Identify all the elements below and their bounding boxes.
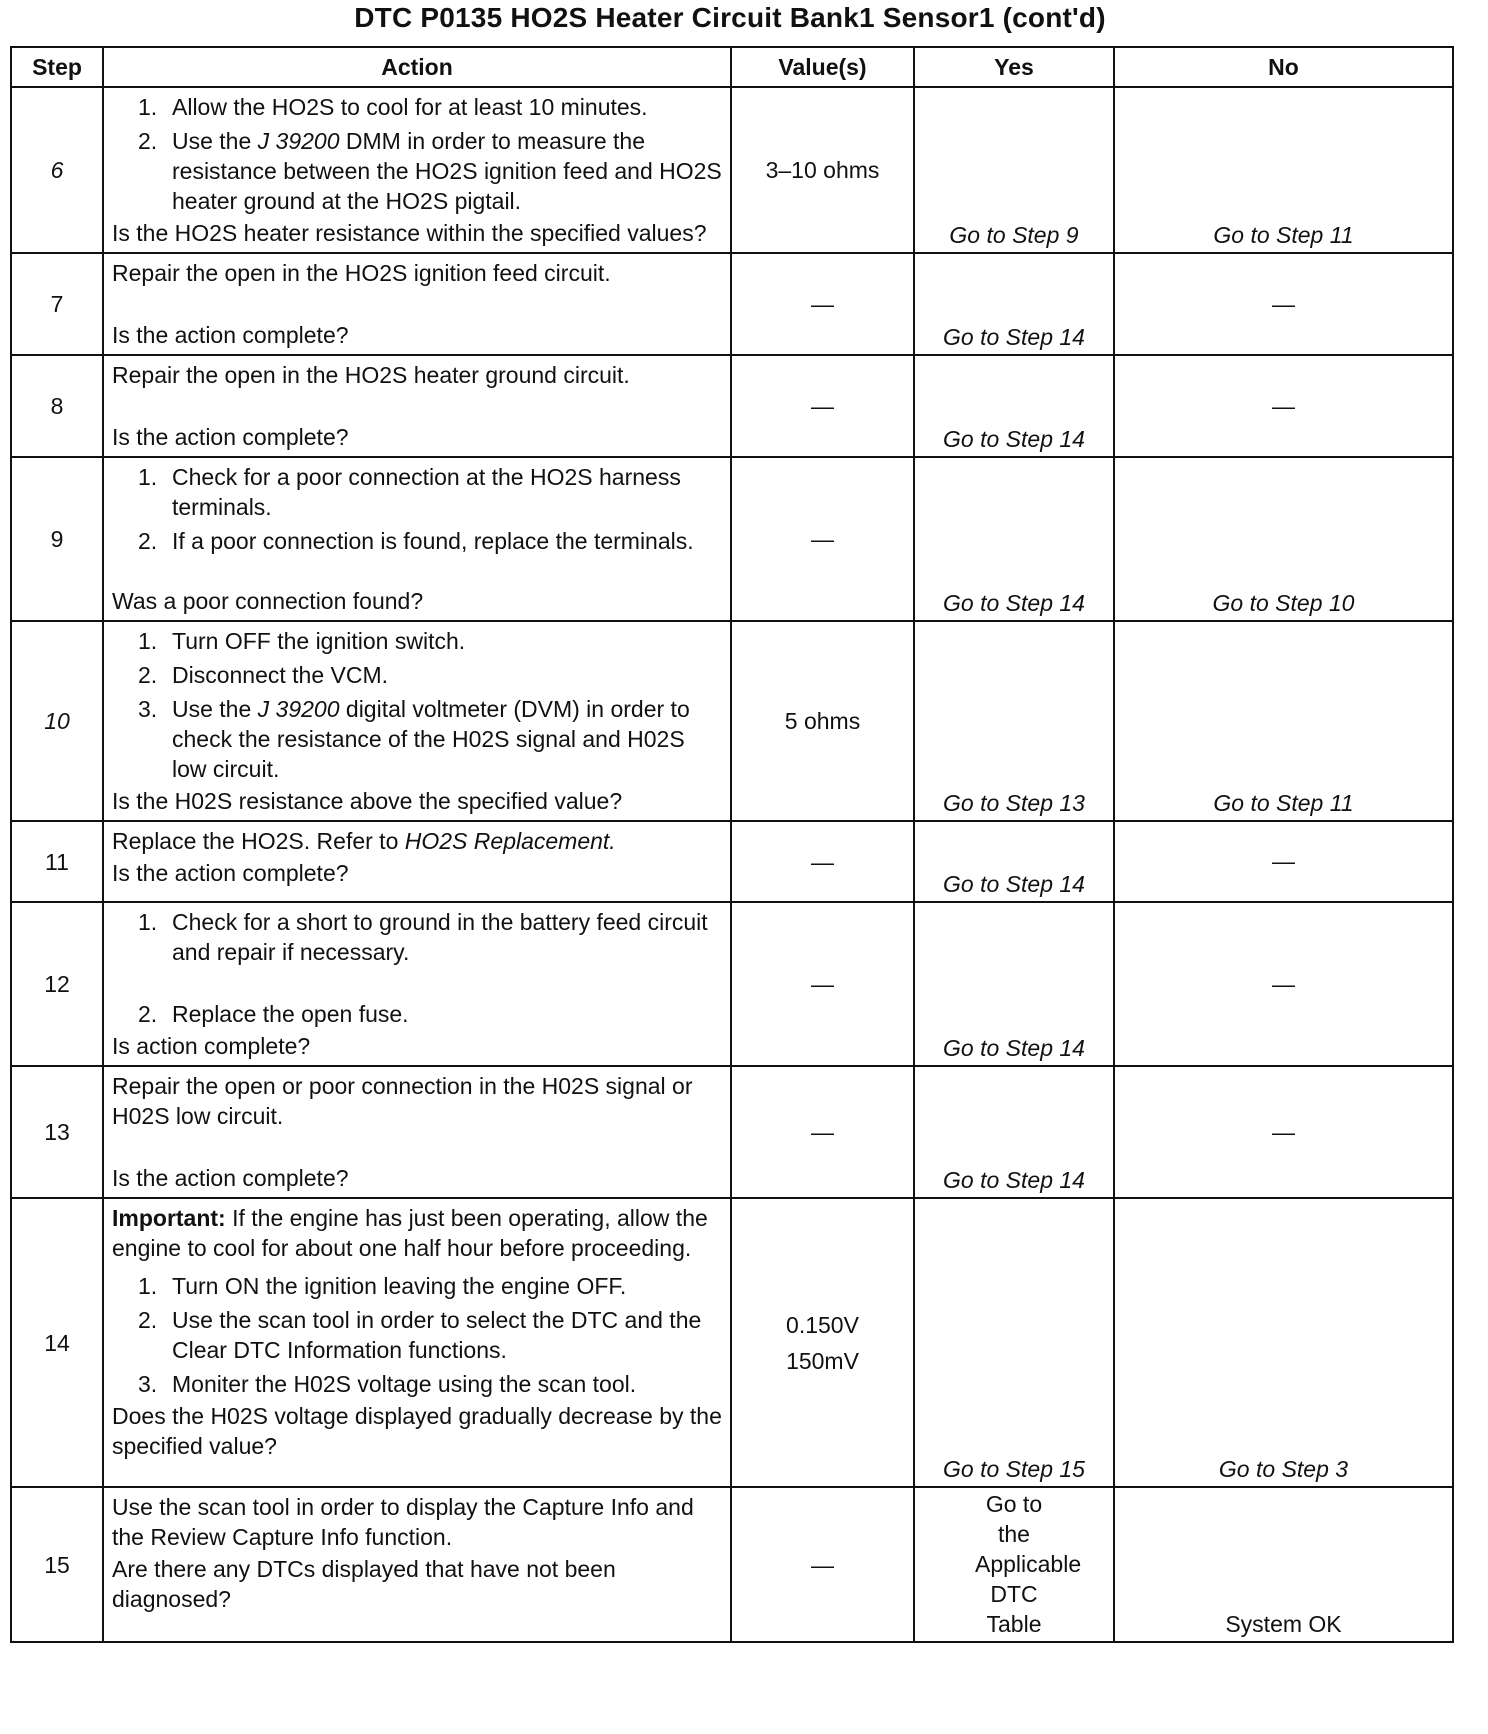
value-cell: —: [731, 253, 914, 355]
no-cell: —: [1114, 902, 1453, 1066]
col-header-action: Action: [103, 47, 731, 87]
step-number: 10: [11, 621, 103, 821]
table-row: [11, 902, 1453, 1066]
table-row: [11, 1198, 1453, 1487]
value-cell: —: [731, 902, 914, 1066]
step-number: 15: [11, 1487, 103, 1642]
page-title: DTC P0135 HO2S Heater Circuit Bank1 Sensor1 (cont'd): [354, 2, 1106, 33]
no-cell: System OK: [1114, 1487, 1453, 1642]
col-header-no: No: [1114, 47, 1453, 87]
yes-cell: Go to Step 14: [914, 253, 1114, 355]
action-cell: [103, 253, 731, 355]
step-number: 9: [11, 457, 103, 621]
step-number: 14: [11, 1198, 103, 1487]
action-item: Turn OFF the ignition switch.: [172, 628, 466, 654]
table-row: [11, 821, 1453, 902]
action-question: Are there any DTCs displayed that have not been diagnosed?: [112, 1556, 616, 1612]
yes-cell: Go to Step 13: [914, 621, 1114, 821]
col-header-step: Step: [11, 47, 103, 87]
action-cell: Important: If the engine has just been operating, allow the engine to cool for about one half hour before proceeding. 1. Turn ON the ignition leaving the engine OFF. 2. Use the scan tool in order to select the DTC and the Clear DTC Information functions. 3. Moniter the H02S voltage using the scan tool. Does the H02S voltage displayed gradually decrease by the specified value?: [103, 1198, 731, 1487]
action-item: Check for a poor connection at the HO2S harness terminals.: [172, 464, 681, 520]
step-number: 13: [11, 1066, 103, 1198]
yes-cell: Go to Step 14: [914, 457, 1114, 621]
yes-cell: Go to Step 14: [914, 355, 1114, 457]
action-question: Was a poor connection found?: [112, 588, 424, 614]
no-cell: —: [1114, 253, 1453, 355]
action-text: Replace the HO2S. Refer to HO2S Replacement.: [112, 828, 616, 854]
value-cell: —: [731, 457, 914, 621]
action-cell: [103, 821, 731, 902]
table-row: [11, 87, 1453, 253]
no-cell: —: [1114, 821, 1453, 902]
yes-cell: Go to Step 14: [914, 821, 1114, 902]
no-cell: —: [1114, 355, 1453, 457]
yes-cell: Go to Step 9: [914, 87, 1114, 253]
yes-cell: Go to Step 15: [914, 1198, 1114, 1487]
step-number: 11: [11, 821, 103, 902]
table-row: [11, 621, 1453, 821]
action-cell: [103, 1066, 731, 1198]
table-row: [11, 1487, 1453, 1642]
step-number: 7: [11, 253, 103, 355]
action-question: Is the action complete?: [112, 860, 349, 886]
diagnostic-table: [10, 46, 1454, 1643]
action-cell: 1. Turn OFF the ignition switch. 2. Disconnect the VCM. 3. Use the J 39200 digital voltmeter (DVM) in order to check the resistance of the H02S signal and H02S low circuit. Is the H02S resistance above the specified value?: [103, 621, 731, 821]
action-cell: 1. Allow the HO2S to cool for at least 10 minutes. 2. Use the J 39200 DMM in order to measure the resistance between the HO2S ignition feed and HO2S heater ground at the HO2S pigtail. Is the HO2S heater resistance within the specified values?: [103, 87, 731, 253]
table-row: [11, 355, 1453, 457]
action-item: Allow the HO2S to cool for at least 10 minutes.: [172, 94, 648, 120]
action-item: Use the J 39200 digital voltmeter (DVM) in order to check the resistance of the H02S signal and H02S low circuit.: [172, 696, 690, 782]
value-cell: [731, 1198, 914, 1487]
action-question: Is the HO2S heater resistance within the specified values?: [112, 220, 707, 246]
value-cell: —: [731, 1066, 914, 1198]
action-cell: 1. Check for a poor connection at the HO2S harness terminals. 2. If a poor connection is found, replace the terminals. Was a poor connection found?: [103, 457, 731, 621]
action-text: Repair the open or poor connection in the H02S signal or H02S low circuit.: [112, 1073, 693, 1129]
no-cell: Go to Step 11: [1114, 87, 1453, 253]
header-row: [11, 47, 1453, 87]
yes-cell: Go to Step 14: [914, 902, 1114, 1066]
no-cell: Go to Step 3: [1114, 1198, 1453, 1487]
no-cell: Go to Step 11: [1114, 621, 1453, 821]
value-secondary: 150mV: [786, 1347, 859, 1374]
table-row: [11, 253, 1453, 355]
value-cell: —: [731, 355, 914, 457]
action-text: Use the scan tool in order to display the Capture Info and the Review Capture Info function.: [112, 1494, 694, 1550]
action-item: If a poor connection is found, replace the terminals.: [172, 528, 694, 554]
action-text: Repair the open in the HO2S heater ground circuit.: [112, 362, 630, 388]
value-primary: 0.150V: [786, 1311, 859, 1338]
value-cell: —: [731, 821, 914, 902]
action-question: Is the action complete?: [112, 1165, 349, 1191]
action-cell: [103, 1487, 731, 1642]
no-cell: —: [1114, 1066, 1453, 1198]
action-question: Is the action complete?: [112, 424, 349, 450]
action-item: Disconnect the VCM.: [172, 662, 389, 688]
action-item: Moniter the H02S voltage using the scan tool.: [172, 1371, 637, 1397]
action-text: Repair the open in the HO2S ignition feed circuit.: [112, 260, 611, 286]
action-question: Is action complete?: [112, 1033, 311, 1059]
action-question: Does the H02S voltage displayed gradually decrease by the specified value?: [112, 1403, 722, 1459]
action-item: Use the scan tool in order to select the DTC and the Clear DTC Information functions.: [172, 1307, 702, 1363]
yes-cell: Go to Step 14: [914, 1066, 1114, 1198]
action-item: Replace the open fuse.: [172, 1001, 409, 1027]
table-row: [11, 457, 1453, 621]
action-cell: 1. Check for a short to ground in the battery feed circuit and repair if necessary. 2. Replace the open fuse. Is action complete?: [103, 902, 731, 1066]
action-cell: [103, 355, 731, 457]
action-item: Check for a short to ground in the battery feed circuit and repair if necessary.: [172, 909, 708, 965]
action-item: Turn ON the ignition leaving the engine OFF.: [172, 1273, 627, 1299]
step-number: 6: [11, 87, 103, 253]
value-cell: —: [731, 1487, 914, 1642]
important-note: Important: If the engine has just been operating, allow the engine to cool for about one half hour before proceeding.: [112, 1205, 708, 1261]
col-header-values: Value(s): [731, 47, 914, 87]
step-number: 12: [11, 902, 103, 1066]
action-question: Is the H02S resistance above the specified value?: [112, 788, 623, 814]
value-cell: 3–10 ohms: [731, 87, 914, 253]
value-cell: 5 ohms: [731, 621, 914, 821]
step-number: 8: [11, 355, 103, 457]
no-cell: Go to Step 10: [1114, 457, 1453, 621]
table-row: [11, 1066, 1453, 1198]
action-question: Is the action complete?: [112, 322, 349, 348]
action-item: Use the J 39200 DMM in order to measure the resistance between the HO2S ignition feed and HO2S heater ground at the HO2S pigtail.: [172, 128, 722, 214]
yes-cell: Go to the Applicable DTC Table: [914, 1487, 1114, 1642]
col-header-yes: Yes: [914, 47, 1114, 87]
